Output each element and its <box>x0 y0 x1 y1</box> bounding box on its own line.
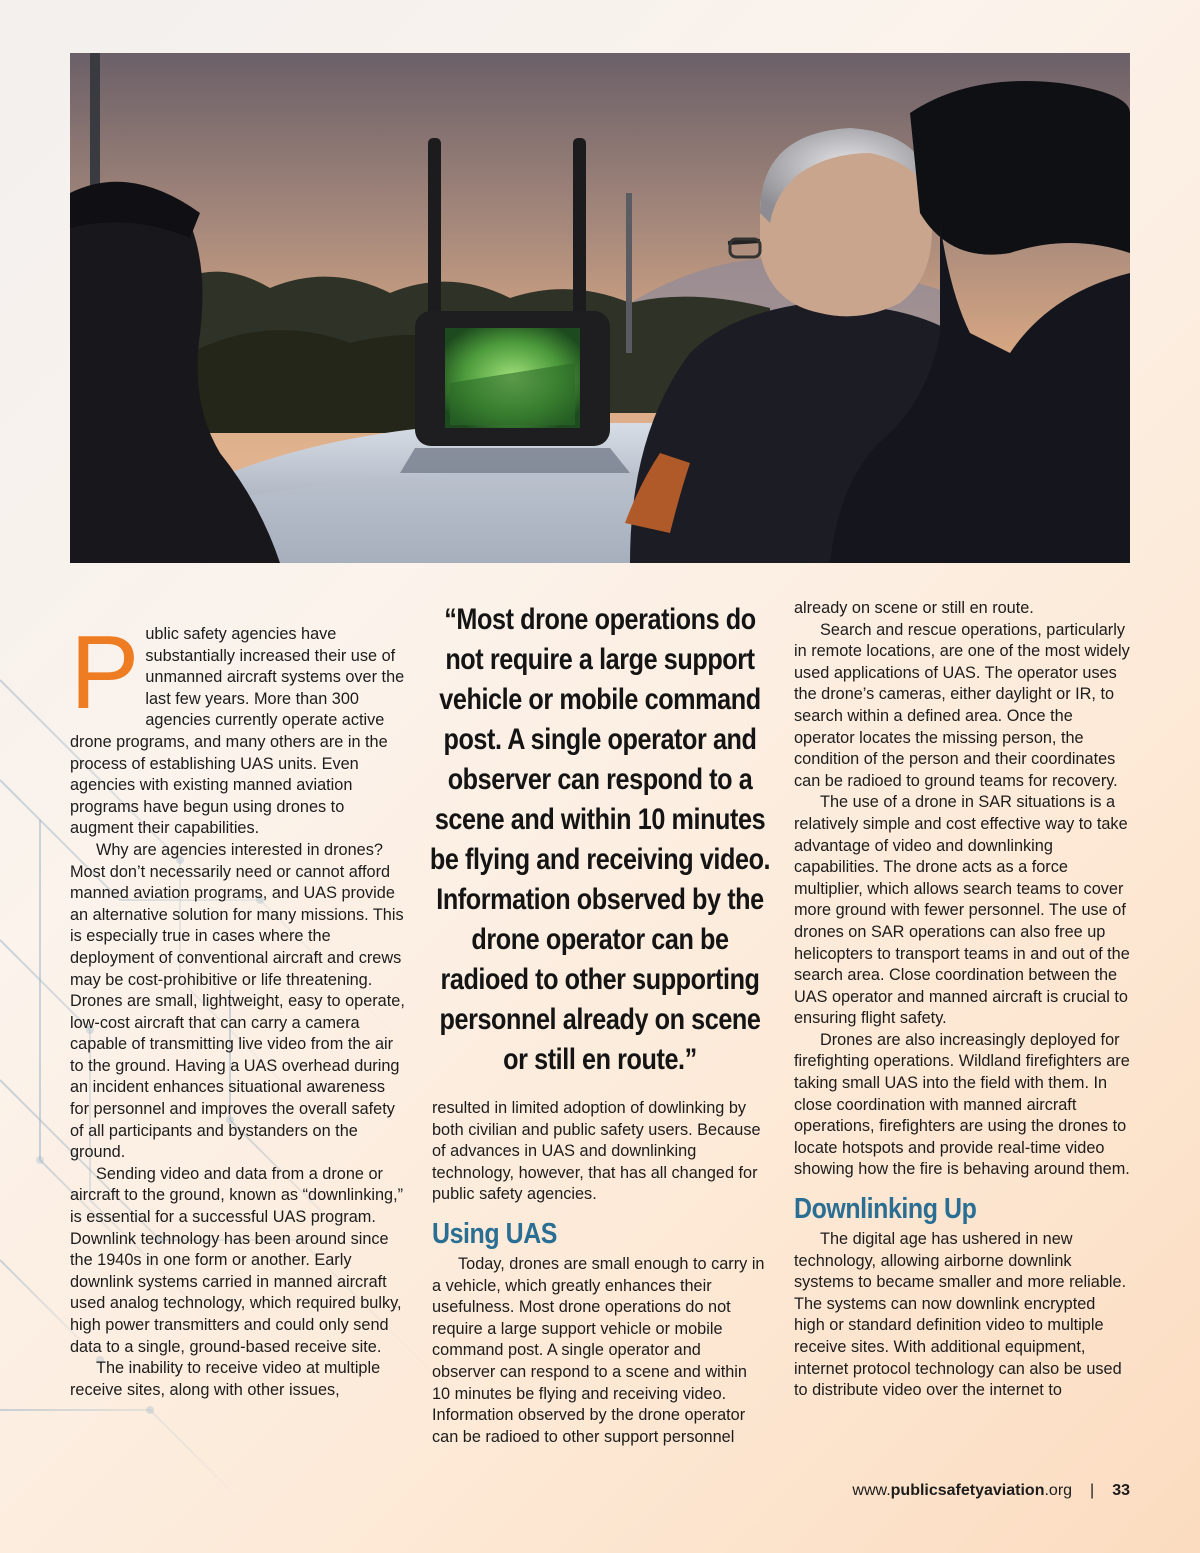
drop-cap: P <box>70 615 140 731</box>
footer-url[interactable] <box>852 1482 1072 1499</box>
paragraph: Today, drones are small enough to carry in a vehicle, which greatly enhances their usefulness. Most drone operations do not require a large support vehicle or mobile command post. A single operator and observer can respond to a scene and within 10 minutes be flying and receiving video. Information observed by the drone operator can be radioed to other support personnel <box>432 1254 765 1446</box>
column-3 <box>794 598 1130 1402</box>
paragraph: resulted in limited adoption of dowlinking by both civilian and public safety users. Because of advances in UAS and downlinking technology, however, that has all changed for public safety agencies. <box>432 1099 761 1204</box>
paragraph <box>70 615 408 840</box>
url-suffix: .org <box>1044 1482 1073 1499</box>
hero-photo <box>70 53 1130 563</box>
column-2 <box>432 1098 766 1448</box>
page-number: 33 <box>1112 1482 1130 1499</box>
paragraph-text: ublic safety agencies have substantially increased their use of unmanned aircraft systems over the last few years. More than 300 agencies currently operate active drone programs, and many others are in the process of establishing UAS units. Even agencies with existing manned aviation programs have begun using drones to augment their capabilities. <box>70 625 405 838</box>
url-domain: publicsafetyaviation <box>890 1482 1045 1499</box>
subhead-using-uas: Using UAS <box>432 1217 557 1250</box>
pull-quote-block <box>428 600 772 1080</box>
paragraph: The digital age has ushered in new technology, allowing airborne downlink systems to became smaller and more reliable. The systems can now downlink encrypted high or standard definition video to multiple receive sites. With additional equipment, internet protocol technology can also be used to distribute video over the internet to <box>794 1230 1127 1400</box>
page-footer <box>852 1482 1130 1500</box>
paragraph: The inability to receive video at multiple receive sites, along with other issues, <box>70 1359 381 1399</box>
footer-separator: | <box>1090 1482 1095 1499</box>
paragraph: Drones are also increasingly deployed for firefighting operations. Wildland firefighters are taking small UAS into the field with them. In close coordination with manned aircraft operations, firefighters are using the drones to locate hotspots and provide real-time video showing how the fire is behaving around them. <box>794 1030 1130 1179</box>
paragraph: Sending video and data from a drone or aircraft to the ground, known as “downlinking,” is essential for a successful UAS program. Downlink technology has been around since the 1940s in one form or another. Early downlink systems carried in manned aircraft used analog technology, which required bulky, high power transmitters and could only send data to a single, ground-based receive site. <box>70 1164 404 1356</box>
pull-quote: “Most drone operations do not require a large support vehicle or mobile command post. A single operator and observer can respond to a scene and within 10 minutes be flying and receiving video. Information observed by the drone operator can be radioed to other supporting personnel already on scene or still en route.” <box>429 603 771 1076</box>
url-prefix: www. <box>852 1482 891 1499</box>
paragraph: Why are agencies interested in drones? Most don’t necessarily need or cannot afford manned aviation programs, and UAS provide an alternative solution for many missions. This is especially true in cases where the deployment of conventional aircraft and crews may be cost-prohibitive or life threatening. Drones are small, lightweight, easy to operate, low-cost aircraft that can carry a camera capable of transmitting live video from the air to the ground. Having a UAS overhead during an incident enhances situational awareness for personnel and improves the overall safety of all participants and bystanders on the ground. <box>70 840 405 1162</box>
subhead-downlinking-up: Downlinking Up <box>794 1193 977 1226</box>
paragraph: The use of a drone in SAR situations is a relatively simple and cost effective way to take advantage of video and downlinking capabilities. The drone acts as a force multiplier, which allows search teams to cover more ground with fewer personnel. The use of drones on SAR operations can also free up helicopters to transport teams in and out of the search area. Close coordination between the UAS operator and manned aircraft is crucial to ensuring flight safety. <box>794 793 1130 1028</box>
paragraph: already on scene or still en route. <box>794 599 1034 617</box>
column-1 <box>70 615 408 1401</box>
paragraph: Search and rescue operations, particularly in remote locations, are one of the most widely used applications of UAS. The operator uses the drone’s cameras, either daylight or IR, to search within a defined area. Once the operator locates the missing person, the condition of the person and their coordinates can be radioed to ground teams for recovery. <box>794 620 1130 790</box>
